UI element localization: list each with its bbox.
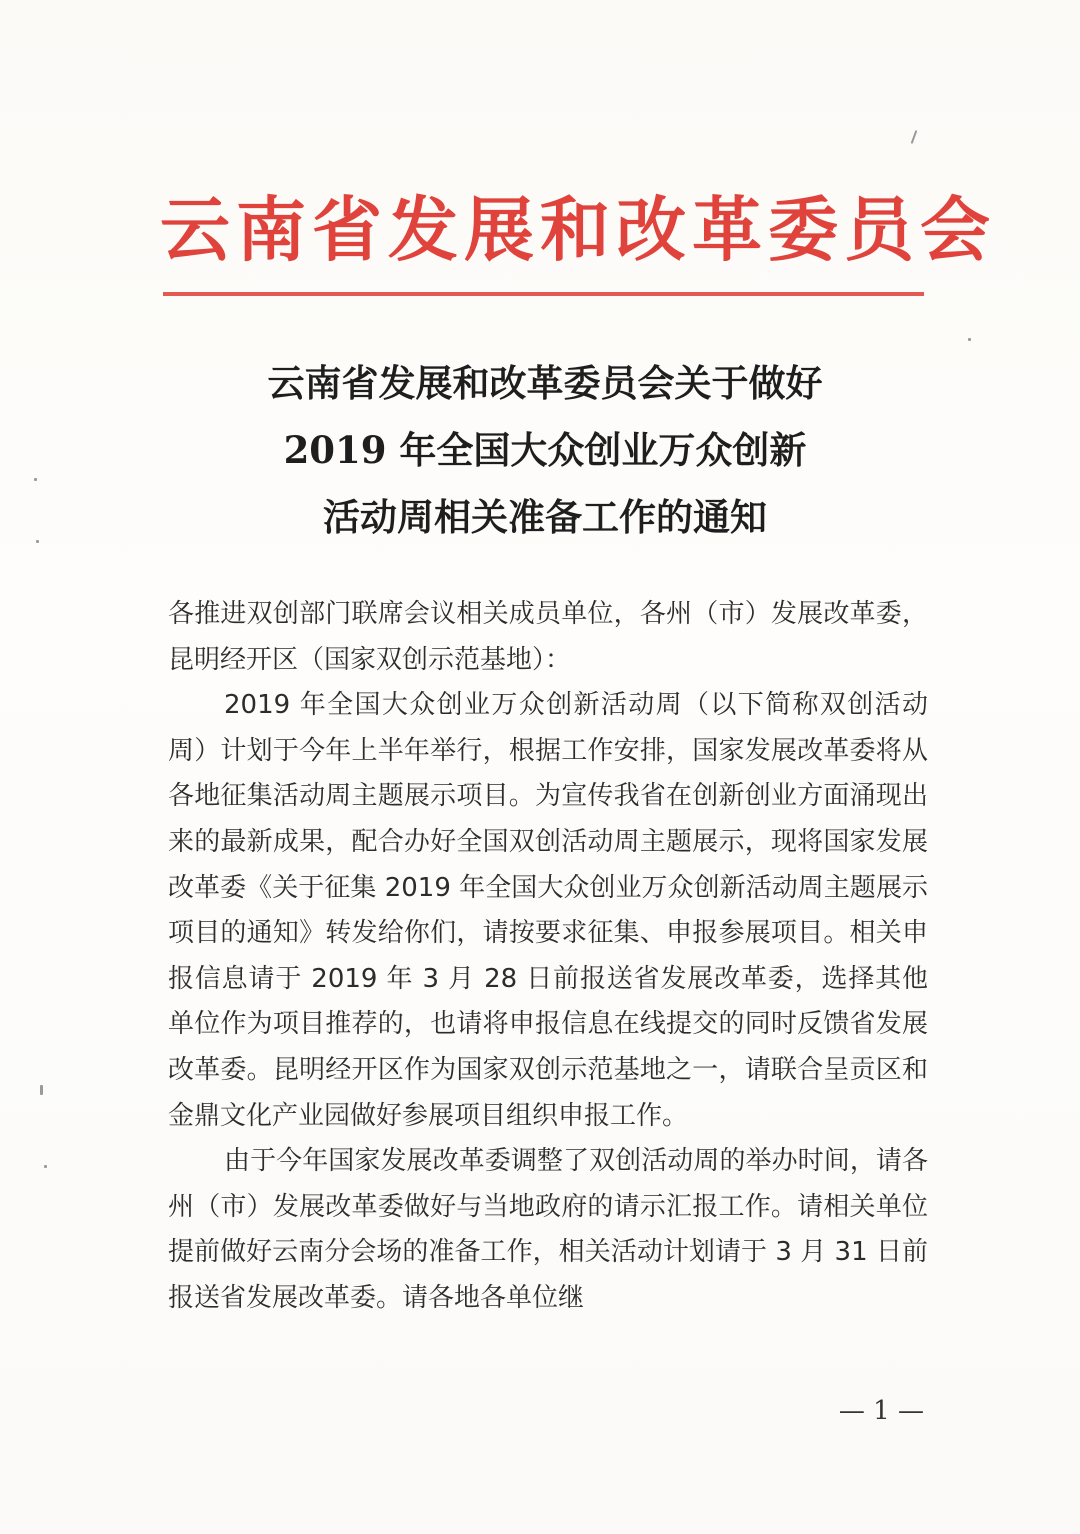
scan-speck [44,1165,47,1168]
title-line-1: 云南省发展和改革委员会关于做好 [267,361,823,405]
scan-speck [911,130,918,144]
document-title [160,350,930,551]
scan-speck [40,1085,43,1095]
scan-speck [36,540,39,543]
body-paragraph-main: 2019 年全国大众创业万众创新活动周（以下简称双创活动周）计划于今年上半年举行，根据工作安排，国家发展改革委将从各地征集活动周主题展示项目。为宣传我省在创新创业方面涌现出来的最新成果，配合办好全国双创活动周主题展示，现将国家发展改革委《关于征集 2019 年全国大众创业万众创新活动周主题展示项目的通知》转发给你们，请按要求征集、申报参展项目。相关申报信息请于 2019 年 3 月 28 日前报送省发展改革委，选择其他单位作为项目推荐的，也请将申报信息在线提交的同时反馈省发展改革委。昆明经开区作为国家双创示范基地之一，请联合呈贡区和金鼎文化产业园做好参展项目组织申报工作。 [168,690,928,1131]
header-red-rule [163,292,924,296]
document-body [168,592,928,1322]
body-paragraph-followup: 由于今年国家发展改革委调整了双创活动周的举办时间，请各州（市）发展改革委做好与当地政府的请示汇报工作。请相关单位提前做好云南分会场的准备工作，相关活动计划请于 3 月 31 日前报送省发展改革委。请各地各单位继 [168,1146,928,1313]
scan-speck [968,338,971,341]
scan-speck [34,478,37,481]
page-number: — 1 — [838,1396,924,1426]
body-paragraph-recipients: 各推进双创部门联席会议相关成员单位，各州（市）发展改革委，昆明经开区（国家双创示范基地）： [168,599,928,675]
title-line-2: 2019 年全国大众创业万众创新 [283,428,807,472]
title-line-3: 活动周相关准备工作的通知 [323,495,767,539]
organization-header: 云南省发展和改革委员会 [160,188,996,271]
